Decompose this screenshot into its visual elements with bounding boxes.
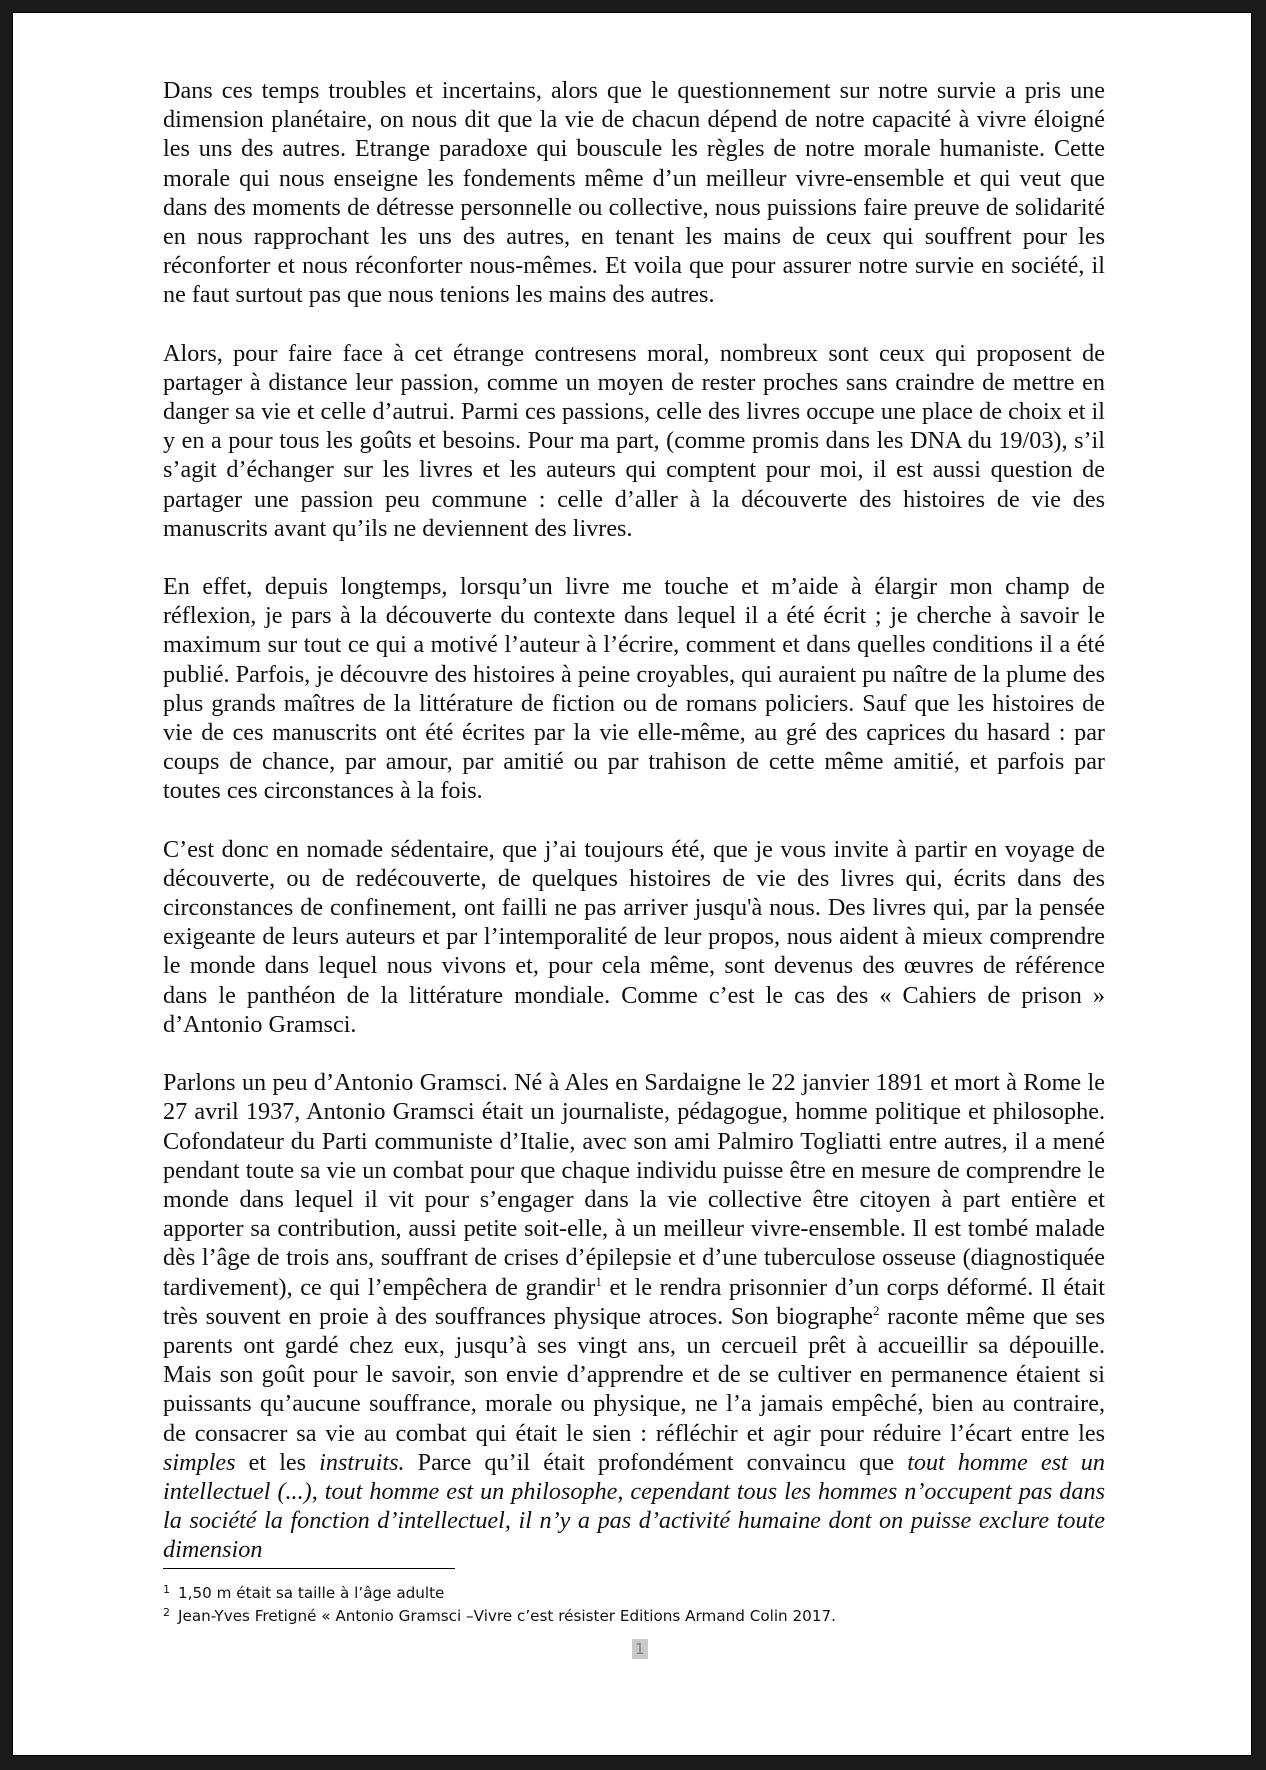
paragraph-5-part-d: et les (235, 1448, 320, 1476)
paragraph-1: Dans ces temps troubles et incertains, alors que le questionnement sur notre survie a pris une dimension planétaire, on nous dit que la vie de chacun dépend de notre capacité à vivre éloigné les uns des autres. Etrange paradoxe qui bouscule les règles de notre morale humaniste. Cette morale qui nous enseigne les fondements même d’un meilleur vivre-ensemble et qui veut que dans des moments de détresse personnelle ou collective, nous puissions faire preuve de solidarité en nous rapprochant les uns des autres, en tenant les mains de ceux qui souffrent pour les réconforter et nous réconforter nous-mêmes. Et voila que pour assurer notre survie en société, il ne faut surtout pas que nous tenions les mains des autres. (163, 77, 1105, 309)
paragraph-4: C’est donc en nomade sédentaire, que j’ai toujours été, que je vous invite à partir en voyage de découverte, ou de redécouverte, de quelques histoires de vie des livres qui, écrits dans des circonstances de confinement, ont failli ne pas arriver jusqu'à nous. Des livres qui, par la pensée exigeante de leurs auteurs et par l’intemporalité de leur propos, nous aident à mieux comprendre le monde dans lequel nous vivons et, pour cela même, sont devenus des œuvres de référence dans le panthéon de la littérature mondiale. Comme c’est le cas des « Cahiers de prison » d’Antonio Gramsci. (163, 835, 1105, 1038)
footnote-separator (163, 1568, 455, 1569)
footnotes (163, 1582, 1103, 1628)
page-number: 1 (632, 1639, 648, 1659)
paragraph-5 (163, 1068, 1130, 1564)
footnote-1-mark: 1 (163, 1583, 170, 1596)
paragraph-5-part-c: raconte même que ses parents ont gardé chez eux, jusqu’à ses vingt ans, un cercueil prêt à accueillir sa dépouille. Mais son goût pour le savoir, son envie d’apprendre et de se cultiver en permanence étaient si puissants qu’aucune souffrance, morale ou physique, ne l’a jamais empêché, bien au contraire, de consacrer sa vie au combat qui était le sien : réfléchir et agir pour réduire l’écart entre les (163, 1302, 1130, 1447)
footnote-2 (163, 1605, 1103, 1628)
paragraph-5-part-a: Parlons un peu d’Antonio Gramsci. Né à Ales en Sardaigne le 22 janvier 1891 et mort à Rome le 27 avril 1937, Antonio Gramsci était un journaliste, pédagogue, homme politique et philosophe. Cofondateur du Parti communiste d’Italie, avec son ami Palmiro Togliatti entre autres, il a mené pendant toute sa vie un combat pour que chaque individu puisse être en mesure de comprendre le monde dans lequel il vit pour s’engager dans la vie collective être citoyen à part entière et apporter sa contribution, aussi petite soit-elle, à un meilleur vivre-ensemble. Il est tombé malade dès l’âge de trois ans, souffrant de crises d’épilepsie et d’une tuberculose osseuse (diagnostiquée tardivement), ce qui l’empêchera de grandir (163, 1069, 1105, 1301)
paragraph-5-part-e: Parce qu’il était profondément convaincu que (404, 1448, 908, 1476)
paragraph-2: Alors, pour faire face à cet étrange contresens moral, nombreux sont ceux qui proposent de partager à distance leur passion, comme un moyen de rester proches sans craindre de mettre en danger sa vie et celle d’autrui. Parmi ces passions, celle des livres occupe une place de choix et il y en a pour tous les goûts et besoins. Pour ma part, (comme promis dans les DNA du 19/03), s’il s’agit d’échanger sur les livres et les auteurs qui comptent pour moi, il est aussi question de partager une passion peu commune : celle d’aller à la découverte des histoires de vie des manuscrits avant qu’ils ne deviennent des livres. (163, 339, 1105, 542)
gramsci-quote: tout homme est un intellectuel (...), tout homme est un philosophe, cependant tous les hommes n’occupent pas dans la société la fonction d’intellectuel, il n’y a pas d’activité humaine dont on puisse exclure toute dimension (163, 1448, 1105, 1564)
footnote-ref-2[interactable]: 2 (872, 1302, 880, 1318)
paragraph-3: En effet, depuis longtemps, lorsqu’un livre me touche et m’aide à élargir mon champ de réflexion, je pars à la découverte du contexte dans lequel il a été écrit ; je cherche à savoir le maximum sur tout ce qui a motivé l’auteur à l’écrire, comment et dans quelles conditions il a été publié. Parfois, je découvre des histoires à peine croyables, qui auraient pu naître de la plume des plus grands maîtres de la littérature de fiction ou de romans policiers. Sauf que les histoires de vie de ces manuscrits ont été écrites par la vie elle-même, au gré des caprices du hasard : par coups de chance, par amour, par amitié ou par trahison de cette même amitié, et parfois par toutes ces circonstances à la fois. (163, 573, 1105, 805)
document-page (12, 12, 1252, 1756)
footnote-2-text: Jean-Yves Fretigné « Antonio Gramsci –Vivre c’est résister Editions Armand Colin 2017. (178, 1607, 836, 1625)
footnote-2-mark: 2 (163, 1606, 170, 1619)
footnote-1-text: 1,50 m était sa taille à l’âge adulte (178, 1584, 445, 1602)
document-body (163, 76, 1130, 1565)
emphasis-instruits: instruits. (319, 1448, 405, 1476)
emphasis-simples: simples (163, 1448, 236, 1476)
footnote-ref-1[interactable]: 1 (595, 1273, 602, 1289)
footnote-1 (163, 1582, 1103, 1605)
paragraph-5-part-b: et le rendra prisonnier d’un corps déformé. Il était très souvent en proie à des souffrances physique atroces. Son biographe (163, 1273, 1105, 1330)
